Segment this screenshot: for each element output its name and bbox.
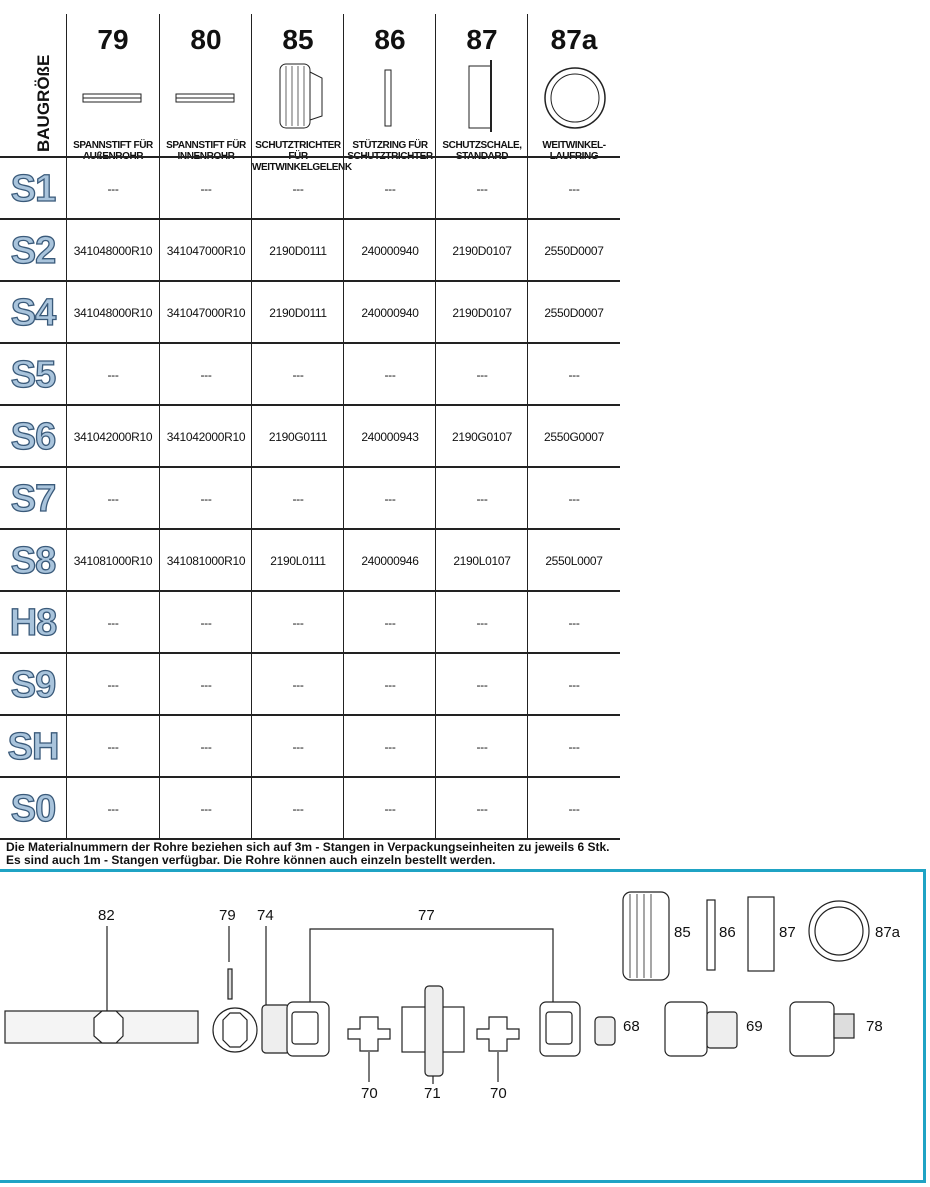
yoke-78-lock [834, 1014, 854, 1038]
table-row [0, 156, 620, 220]
funnel-icon [252, 58, 344, 134]
column-header-87a [527, 14, 620, 162]
column-label: SPANNSTIFT FÜR INNENROHR [166, 140, 246, 162]
shell-87-drawing [748, 897, 774, 971]
center-flange-drawing [425, 986, 443, 1076]
footnote-line-1: Die Materialnummern der Rohre beziehen sich auf 3m - Stangen in Verpackungseinheiten zu jeweils 6 Stk. [6, 840, 610, 854]
table-cell: --- [527, 592, 620, 654]
table-cell: 2190D0111 [251, 220, 344, 282]
table-cell: --- [159, 654, 252, 716]
column-number: 87a [550, 24, 598, 55]
label-87: 87 [779, 924, 796, 941]
table-cell: --- [251, 468, 344, 530]
table-cell: 341048000R10 [66, 220, 159, 282]
table-cell: --- [527, 344, 620, 406]
table-cell: 2190D0111 [251, 282, 344, 344]
support-ring-icon [344, 58, 436, 134]
table-cell: 2550D0007 [527, 220, 620, 282]
column-label: SCHUTZTRICHTER FÜR WEITWINKELGELENK [252, 140, 352, 173]
ring-86-drawing [707, 900, 715, 970]
size-label: S4 [10, 292, 56, 334]
table-cell: --- [527, 716, 620, 778]
profile-drawing [94, 1011, 123, 1043]
yoke-68-hub [595, 1017, 615, 1045]
label-85: 85 [674, 924, 691, 941]
table-cell: --- [343, 654, 436, 716]
table-cell: --- [66, 778, 159, 840]
table-cell: --- [66, 716, 159, 778]
table-cell: 341042000R10 [66, 406, 159, 468]
yoke-69-drawing [665, 1002, 707, 1056]
table-row [0, 652, 620, 716]
label-78: 78 [866, 1018, 883, 1035]
size-label: S1 [10, 168, 56, 210]
column-header-85 [251, 14, 352, 173]
column-label: STÜTZRING FÜR SCHUTZTRICHTER [347, 140, 433, 162]
table-cell: --- [343, 468, 436, 530]
label-82: 82 [98, 907, 115, 924]
label-74: 74 [257, 907, 274, 924]
diagram-drawing [0, 872, 926, 1186]
size-label: S6 [10, 416, 56, 458]
yoke-78-drawing [790, 1002, 834, 1056]
table-cell: --- [66, 592, 159, 654]
label-79: 79 [219, 907, 236, 924]
column-header-79 [66, 14, 159, 162]
table-cell: 2190L0111 [251, 530, 344, 592]
table-cell: 341048000R10 [66, 282, 159, 344]
column-header-87 [435, 14, 528, 162]
cross-70b-drawing [477, 1017, 519, 1051]
table-row [0, 714, 620, 778]
table-cell: 2190G0111 [251, 406, 344, 468]
label-87a: 87a [875, 924, 901, 941]
table-cell: --- [66, 654, 159, 716]
label-86: 86 [719, 924, 736, 941]
exploded-view-diagram [0, 869, 926, 1183]
size-header [0, 14, 66, 157]
cross-70a-drawing [348, 1017, 390, 1051]
table-cell: 341047000R10 [159, 220, 252, 282]
table-cell: --- [159, 344, 252, 406]
table-cell: 2190D0107 [435, 220, 528, 282]
ring-79-drawing [213, 1008, 257, 1052]
table-row [0, 528, 620, 592]
pin-drawing [228, 969, 232, 999]
label-70-right: 70 [490, 1085, 507, 1102]
bearing-ring-icon [528, 58, 620, 134]
size-label: S2 [10, 230, 56, 272]
label-71: 71 [424, 1085, 441, 1102]
size-label: S7 [10, 478, 56, 520]
column-header-86 [343, 14, 436, 162]
table-cell: --- [251, 158, 344, 220]
pin-icon [67, 58, 159, 134]
size-label: S8 [10, 540, 56, 582]
table-cell: --- [527, 654, 620, 716]
table-cell: 341042000R10 [159, 406, 252, 468]
table-cell: --- [527, 158, 620, 220]
column-label: SPANNSTIFT FÜR AUßENROHR [73, 140, 153, 162]
table-cell: 2190L0107 [435, 530, 528, 592]
table-row [0, 218, 620, 282]
table-cell: --- [435, 592, 528, 654]
table-cell: 2550G0007 [527, 406, 620, 468]
column-label: SCHUTZSCHALE, STANDARD [442, 140, 522, 162]
table-row [0, 404, 620, 468]
yoke-69-hub [707, 1012, 737, 1048]
yoke-74-drawing [262, 1005, 290, 1053]
size-label: H8 [9, 602, 57, 644]
table-cell: --- [343, 344, 436, 406]
table-cell: --- [251, 654, 344, 716]
size-label: SH [7, 726, 59, 768]
label-68: 68 [623, 1018, 640, 1035]
table-cell: --- [159, 468, 252, 530]
table-cell: 240000946 [343, 530, 436, 592]
table-cell: 240000940 [343, 220, 436, 282]
label-70-left: 70 [361, 1085, 378, 1102]
table-cell: --- [435, 468, 528, 530]
column-number: 86 [374, 24, 406, 55]
table-cell: --- [343, 158, 436, 220]
label-77: 77 [418, 907, 435, 924]
table-cell: --- [343, 592, 436, 654]
column-number: 87 [466, 24, 498, 55]
table-cell: --- [251, 778, 344, 840]
footnote [6, 841, 610, 867]
table-cell: --- [66, 468, 159, 530]
size-header-label: BAUGRÖßE [34, 54, 53, 152]
table-cell: 240000940 [343, 282, 436, 344]
table-cell: --- [343, 778, 436, 840]
parts-table [0, 0, 620, 840]
table-cell: 2190G0107 [435, 406, 528, 468]
table-cell: --- [251, 592, 344, 654]
shell-icon [436, 58, 528, 134]
table-cell: --- [435, 344, 528, 406]
table-cell: --- [159, 158, 252, 220]
table-cell: 341081000R10 [66, 530, 159, 592]
table-cell: --- [159, 716, 252, 778]
column-number: 85 [282, 24, 314, 55]
ring-87a-outer [809, 901, 869, 961]
table-row [0, 342, 620, 406]
table-row [0, 280, 620, 344]
table-cell: 240000943 [343, 406, 436, 468]
table-cell: 2550L0007 [527, 530, 620, 592]
table-cell: --- [343, 716, 436, 778]
table-cell: --- [527, 468, 620, 530]
table-cell: --- [159, 778, 252, 840]
table-row [0, 590, 620, 654]
table-cell: 341081000R10 [159, 530, 252, 592]
table-cell: --- [527, 778, 620, 840]
pin-icon [160, 58, 252, 134]
column-number: 79 [97, 24, 129, 55]
table-cell: --- [435, 158, 528, 220]
table-cell: --- [435, 778, 528, 840]
yoke-body-drawing [287, 1002, 329, 1056]
table-cell: --- [435, 716, 528, 778]
table-row [0, 466, 620, 530]
table-cell: --- [435, 654, 528, 716]
size-label: S9 [10, 664, 56, 706]
label-69: 69 [746, 1018, 763, 1035]
size-label: S0 [10, 788, 56, 830]
footnote-line-2: Es sind auch 1m - Stangen verfügbar. Die Rohre können auch einzeln bestellt werden. [6, 853, 496, 867]
table-cell: --- [66, 158, 159, 220]
table-cell: --- [66, 344, 159, 406]
table-cell: --- [159, 592, 252, 654]
column-number: 80 [190, 24, 222, 55]
table-cell: 341047000R10 [159, 282, 252, 344]
table-cell: 2550D0007 [527, 282, 620, 344]
column-label: WEITWINKEL-LAUFRING [542, 140, 606, 162]
table-cell: 2190D0107 [435, 282, 528, 344]
table-cell: --- [251, 716, 344, 778]
column-header-80 [159, 14, 252, 162]
table-cell: --- [251, 344, 344, 406]
size-label: S5 [10, 354, 56, 396]
table-row [0, 776, 620, 840]
